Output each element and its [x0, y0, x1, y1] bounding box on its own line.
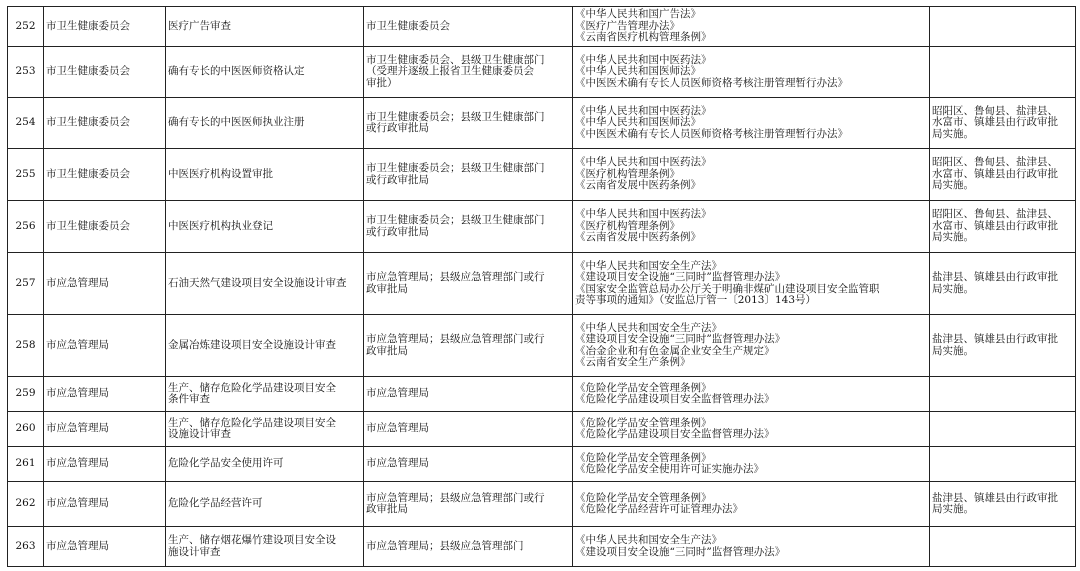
- implementer-line: 市卫生健康委员会；县级卫生健康部门: [366, 214, 545, 226]
- note-cell: [930, 412, 1076, 447]
- row-number-cell: 256: [8, 201, 44, 253]
- legal-basis-line: 《危险化学品安全管理条例》: [575, 451, 712, 464]
- item-line: 施设计审查: [168, 545, 221, 558]
- implementer-cell: [364, 377, 573, 412]
- legal-basis-line: 《建设项目安全设施“三同时”监督管理办法》: [575, 333, 786, 345]
- implementer-line: 市应急管理局；县级应急管理部门或行: [366, 333, 545, 345]
- implementer-cell: [364, 482, 573, 527]
- legal-basis-line: 《云南省安全生产条例》: [575, 356, 691, 368]
- legal-basis-line: 《中华人民共和国中医药法》: [575, 104, 712, 117]
- item-cell: [166, 7, 364, 47]
- department-cell: 市应急管理局: [44, 412, 166, 447]
- legal-basis-line: 《医疗机构管理条例》: [575, 167, 680, 180]
- item-cell: [166, 149, 364, 201]
- note-cell: [930, 377, 1076, 412]
- implementer-line: 市卫生健康委员会；县级卫生健康部门: [366, 110, 545, 123]
- department-cell: 市卫生健康委员会: [44, 7, 166, 47]
- item-line: 确有专长的中医医师执业注册: [168, 116, 305, 129]
- legal-basis-line: 《中华人民共和国中医药法》: [575, 156, 712, 169]
- implementer-line: 或行政审批局: [366, 122, 429, 134]
- table-row: [8, 315, 1076, 377]
- note-line: 局实施。: [932, 503, 974, 515]
- implementer-cell: [364, 149, 573, 201]
- note-cell: [930, 47, 1076, 98]
- table-row: [8, 149, 1076, 201]
- item-cell: [166, 315, 364, 377]
- item-line: 生产、储存危险化学品建设项目安全: [168, 381, 336, 394]
- implementer-line: 政审批局: [366, 282, 408, 295]
- note-line: 昭阳区、鲁甸县、盐津县、: [932, 156, 1058, 169]
- note-line: 局实施。: [932, 282, 974, 295]
- note-cell: [930, 447, 1076, 482]
- item-cell: [166, 98, 364, 149]
- implementer-line: 市卫生健康委员会: [366, 19, 450, 32]
- row-number-cell: 261: [8, 447, 44, 482]
- row-number-cell: 258: [8, 315, 44, 377]
- implementer-line: 或行政审批局: [366, 225, 429, 238]
- legal-basis-line: 《危险化学品安全使用许可证实施办法》: [575, 463, 764, 475]
- item-cell: [166, 527, 364, 567]
- implementer-line: 政审批局: [366, 503, 408, 515]
- implementer-cell: [364, 7, 573, 47]
- implementer-line: 市应急管理局: [366, 387, 429, 400]
- item-line: 设施设计审查: [168, 428, 231, 440]
- implementer-line: 市应急管理局: [366, 457, 429, 470]
- note-line: 水富市、镇雄县由行政审批: [932, 219, 1058, 232]
- legal-basis-line: 《建设项目安全设施“三同时”监督管理办法》: [575, 271, 786, 283]
- legal-basis-cell: [573, 253, 930, 315]
- implementer-line: 或行政审批局: [366, 173, 429, 186]
- legal-basis-cell: [573, 377, 930, 412]
- note-line: 局实施。: [932, 231, 974, 244]
- legal-basis-line: 《医疗广告管理办法》: [575, 19, 680, 32]
- item-line: 危险化学品安全使用许可: [168, 457, 284, 470]
- legal-basis-line: 《中医医术确有专长人员医师资格考核注册管理暂行办法》: [575, 127, 848, 140]
- item-cell: [166, 377, 364, 412]
- legal-basis-cell: [573, 412, 930, 447]
- item-line: 生产、储存烟花爆竹建设项目安全设: [168, 534, 336, 546]
- legal-basis-cell: [573, 201, 930, 253]
- legal-basis-line: 《中华人民共和国广告法》: [575, 8, 701, 21]
- legal-basis-cell: [573, 447, 930, 482]
- implementer-cell: [364, 527, 573, 567]
- legal-basis-line: 《中华人民共和国安全生产法》: [575, 534, 722, 546]
- item-line: 确有专长的中医医师资格认定: [168, 65, 305, 78]
- note-line: 昭阳区、鲁甸县、盐津县、: [932, 208, 1058, 221]
- implementer-line: （受理并逐级上报省卫生健康委员会: [366, 65, 534, 78]
- note-line: 局实施。: [932, 179, 974, 192]
- note-cell: [930, 7, 1076, 47]
- department-cell: 市应急管理局: [44, 377, 166, 412]
- table-row: [8, 201, 1076, 253]
- legal-basis-line: 《中华人民共和国安全生产法》: [575, 259, 722, 272]
- item-cell: [166, 253, 364, 315]
- row-number-cell: 252: [8, 7, 44, 47]
- item-cell: [166, 201, 364, 253]
- table-row: [8, 47, 1076, 98]
- item-line: 危险化学品经营许可: [168, 497, 263, 510]
- legal-basis-line: 《国家安全监管总局办公厅关于明确非煤矿山建设项目安全监管职: [575, 282, 880, 295]
- implementer-line: 政审批局: [366, 344, 408, 357]
- legal-basis-line: 《中医医术确有专长人员医师资格考核注册管理暂行办法》: [575, 76, 848, 89]
- legal-basis-line: 《危险化学品经营许可证管理办法》: [575, 503, 743, 515]
- legal-basis-line: 《危险化学品安全管理条例》: [575, 381, 712, 394]
- legal-basis-cell: [573, 149, 930, 201]
- legal-basis-line: 《危险化学品安全管理条例》: [575, 416, 712, 429]
- implementer-cell: [364, 447, 573, 482]
- legal-basis-line: 《危险化学品建设项目安全监督管理办法》: [575, 428, 775, 440]
- item-line: 条件审查: [168, 393, 210, 405]
- item-line: 中医医疗机构执业登记: [168, 219, 273, 232]
- department-cell: 市应急管理局: [44, 447, 166, 482]
- table-row: [8, 7, 1076, 47]
- implementer-line: 审批）: [366, 76, 398, 89]
- row-number-cell: 254: [8, 98, 44, 149]
- note-line: 局实施。: [932, 344, 974, 357]
- row-number-cell: 260: [8, 412, 44, 447]
- legal-basis-line: 《危险化学品建设项目安全监督管理办法》: [575, 393, 775, 405]
- legal-basis-cell: [573, 315, 930, 377]
- item-line: 金属冶炼建设项目安全设施设计审查: [168, 338, 336, 351]
- note-line: 水富市、镇雄县由行政审批: [932, 167, 1058, 180]
- implementer-cell: [364, 98, 573, 149]
- legal-basis-cell: [573, 7, 930, 47]
- department-cell: 市应急管理局: [44, 253, 166, 315]
- legal-basis-line: 《云南省发展中医药条例》: [575, 179, 701, 192]
- implementer-cell: [364, 315, 573, 377]
- note-cell: [930, 527, 1076, 567]
- department-cell: 市应急管理局: [44, 527, 166, 567]
- implementer-cell: [364, 201, 573, 253]
- table-body: [8, 7, 1076, 567]
- item-line: 医疗广告审查: [168, 19, 231, 32]
- note-line: 盐津县、镇雄县由行政审批: [932, 333, 1058, 345]
- legal-basis-line: 《冶金企业和有色金属企业安全生产规定》: [575, 344, 775, 357]
- implementer-line: 市应急管理局；县级应急管理部门: [366, 539, 524, 552]
- implementer-cell: [364, 253, 573, 315]
- department-cell: 市卫生健康委员会: [44, 98, 166, 149]
- note-line: 盐津县、镇雄县由行政审批: [932, 491, 1058, 504]
- implementer-line: 市卫生健康委员会、县级卫生健康部门: [366, 53, 545, 66]
- legal-basis-line: 《中华人民共和国医师法》: [575, 65, 701, 78]
- permit-table: [7, 6, 1076, 567]
- note-line: 局实施。: [932, 127, 974, 140]
- row-number-cell: 259: [8, 377, 44, 412]
- item-line: 中医医疗机构设置审批: [168, 167, 273, 180]
- table-row: [8, 377, 1076, 412]
- legal-basis-line: 《中华人民共和国医师法》: [575, 116, 701, 129]
- note-cell: [930, 482, 1076, 527]
- row-number-cell: 253: [8, 47, 44, 98]
- department-cell: 市应急管理局: [44, 482, 166, 527]
- table-row: [8, 482, 1076, 527]
- note-line: 盐津县、镇雄县由行政审批: [932, 271, 1058, 283]
- row-number-cell: 257: [8, 253, 44, 315]
- legal-basis-line: 《中华人民共和国中医药法》: [575, 53, 712, 66]
- legal-basis-line: 《云南省发展中医药条例》: [575, 231, 701, 244]
- note-cell: [930, 149, 1076, 201]
- note-line: 昭阳区、鲁甸县、盐津县、: [932, 104, 1058, 117]
- legal-basis-line: 《中华人民共和国安全生产法》: [575, 321, 722, 334]
- legal-basis-line: 《危险化学品安全管理条例》: [575, 491, 712, 504]
- item-cell: [166, 447, 364, 482]
- note-cell: [930, 253, 1076, 315]
- row-number-cell: 262: [8, 482, 44, 527]
- table-row: [8, 253, 1076, 315]
- item-cell: [166, 482, 364, 527]
- note-line: 水富市、镇雄县由行政审批: [932, 116, 1058, 129]
- legal-basis-cell: [573, 98, 930, 149]
- department-cell: 市应急管理局: [44, 315, 166, 377]
- item-line: 生产、储存危险化学品建设项目安全: [168, 416, 336, 429]
- implementer-line: 市应急管理局；县级应急管理部门或行: [366, 271, 545, 283]
- table-row: [8, 98, 1076, 149]
- legal-basis-cell: [573, 47, 930, 98]
- legal-basis-line: 《建设项目安全设施“三同时”监督管理办法》: [575, 545, 786, 558]
- table-row: [8, 447, 1076, 482]
- note-cell: [930, 201, 1076, 253]
- item-cell: [166, 412, 364, 447]
- legal-basis-line: 《云南省医疗机构管理条例》: [575, 31, 712, 44]
- implementer-line: 市卫生健康委员会；县级卫生健康部门: [366, 162, 545, 174]
- table-row: [8, 412, 1076, 447]
- note-cell: [930, 315, 1076, 377]
- item-cell: [166, 47, 364, 98]
- item-line: 石油天然气建设项目安全设施设计审查: [168, 276, 347, 289]
- department-cell: 市卫生健康委员会: [44, 149, 166, 201]
- implementer-cell: [364, 412, 573, 447]
- legal-basis-cell: [573, 527, 930, 567]
- implementer-line: 市应急管理局: [366, 422, 429, 435]
- department-cell: 市卫生健康委员会: [44, 201, 166, 253]
- implementer-cell: [364, 47, 573, 98]
- legal-basis-line: 《中华人民共和国中医药法》: [575, 208, 712, 221]
- legal-basis-line: 责等事项的通知》（安监总厅管一〔2013〕143号）: [575, 294, 817, 306]
- legal-basis-line: 《医疗机构管理条例》: [575, 219, 680, 232]
- table-row: [8, 527, 1076, 567]
- department-cell: 市卫生健康委员会: [44, 47, 166, 98]
- row-number-cell: 255: [8, 149, 44, 201]
- row-number-cell: 263: [8, 527, 44, 567]
- implementer-line: 市应急管理局；县级应急管理部门或行: [366, 491, 545, 504]
- note-cell: [930, 98, 1076, 149]
- legal-basis-cell: [573, 482, 930, 527]
